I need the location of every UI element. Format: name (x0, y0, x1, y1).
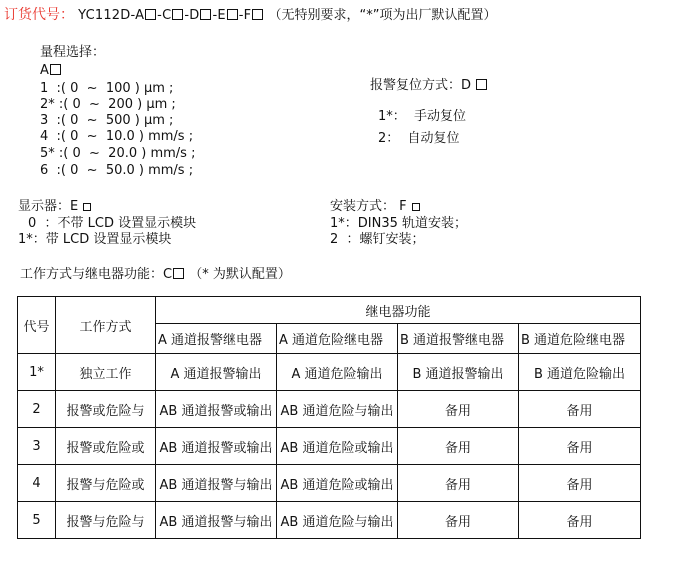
row-cell: 备用 (519, 391, 641, 428)
range-option: 2* :( 0 ~ 200 ) μm ; (40, 97, 176, 112)
row-cell: 备用 (398, 502, 519, 539)
range-code-label: A (40, 63, 49, 78)
row-cell: 备用 (519, 465, 641, 502)
range-option: 3 :( 0 ~ 500 ) μm ; (40, 113, 174, 128)
header-sub: A 通道危险继电器 (277, 324, 398, 354)
row-cell: AB 通道危险与输出 (277, 391, 398, 428)
row-cell: 备用 (519, 502, 641, 539)
row-code: 1* (18, 354, 56, 391)
row-code: 4 (18, 465, 56, 502)
row-cell: AB 通道报警或输出 (156, 391, 277, 428)
row-mode: 报警或危险或 (56, 428, 156, 465)
row-code: 2 (18, 391, 56, 428)
relay-section-title (20, 266, 291, 283)
code-part-c: -C (157, 8, 172, 23)
relay-section-note: （* 为默认配置） (189, 267, 291, 282)
blank-box (50, 64, 61, 75)
header-sub: B 通道报警继电器 (398, 324, 519, 354)
alarm-reset-option: 2： 自动复位 (378, 131, 460, 146)
range-code (40, 62, 62, 79)
row-cell: AB 通道报警与输出 (156, 465, 277, 502)
table-row (18, 502, 641, 539)
range-option: 1 :( 0 ~ 100 ) μm ; (40, 81, 174, 96)
row-mode: 报警或危险与 (56, 391, 156, 428)
blank-box (172, 9, 183, 20)
blank-box (412, 203, 420, 211)
alarm-reset-title (370, 77, 488, 94)
order-code-note: （无特别要求，“*”项为出厂默认配置） (268, 8, 497, 23)
row-code: 5 (18, 502, 56, 539)
header-mode: 工作方式 (56, 297, 156, 354)
row-cell: AB 通道危险或输出 (277, 428, 398, 465)
order-code-value (78, 8, 264, 23)
table-header-row (18, 297, 641, 324)
display-option: 1*：带 LCD 设置显示模块 (18, 232, 172, 247)
row-cell: 备用 (398, 465, 519, 502)
install-option: 2 ：螺钉安装； (330, 232, 425, 247)
header-relay: 继电器功能 (156, 297, 641, 324)
range-option: 4 :( 0 ~ 10.0 ) mm/s ; (40, 129, 194, 144)
install-option: 1*：DIN35 轨道安装； (330, 216, 468, 231)
header-sub: A 通道报警继电器 (156, 324, 277, 354)
header-code: 代号 (18, 297, 56, 354)
order-code-line (4, 4, 496, 24)
blank-box (83, 203, 91, 211)
row-cell: A 通道危险输出 (277, 354, 398, 391)
row-cell: B 通道报警输出 (398, 354, 519, 391)
row-cell: 备用 (398, 391, 519, 428)
row-cell: 备用 (519, 428, 641, 465)
row-cell: AB 通道危险与输出 (277, 502, 398, 539)
table-row (18, 428, 641, 465)
range-title: 量程选择： (40, 45, 106, 60)
row-cell: AB 通道报警或输出 (156, 428, 277, 465)
display-title (18, 198, 92, 215)
blank-box (476, 79, 487, 90)
blank-box (145, 9, 156, 20)
alarm-reset-option: 1*： 手动复位 (378, 109, 467, 124)
blank-box (227, 9, 238, 20)
install-title (330, 198, 421, 215)
row-cell: AB 通道报警与输出 (156, 502, 277, 539)
row-cell: B 通道危险输出 (519, 354, 641, 391)
row-cell: 备用 (398, 428, 519, 465)
range-option: 5* :( 0 ~ 20.0 ) mm/s ; (40, 146, 196, 161)
display-label: 显示器：E (18, 199, 79, 214)
table-row (18, 354, 641, 391)
relay-section-label: 工作方式与继电器功能：C (20, 267, 173, 282)
blank-box (200, 9, 211, 20)
order-code-label: 订货代号： (4, 7, 74, 23)
code-part-a: YC112D-A (78, 8, 145, 23)
code-part-d: -D (184, 8, 200, 23)
row-cell: A 通道报警输出 (156, 354, 277, 391)
table-row (18, 391, 641, 428)
row-mode: 报警与危险或 (56, 465, 156, 502)
table-row (18, 465, 641, 502)
alarm-reset-label: 报警复位方式：D (370, 78, 472, 93)
code-part-e: -E (212, 8, 226, 23)
header-sub: B 通道危险继电器 (519, 324, 641, 354)
row-code: 3 (18, 428, 56, 465)
row-mode: 独立工作 (56, 354, 156, 391)
row-cell: AB 通道危险或输出 (277, 465, 398, 502)
install-label: 安装方式： F (330, 199, 407, 214)
range-option: 6 :( 0 ~ 50.0 ) mm/s ; (40, 163, 194, 178)
relay-table (17, 296, 641, 539)
display-option: 0 ：不带 LCD 设置显示模块 (28, 216, 197, 231)
code-part-f: -F (238, 8, 252, 23)
blank-box (252, 9, 263, 20)
blank-box (173, 268, 184, 279)
row-mode: 报警与危险与 (56, 502, 156, 539)
